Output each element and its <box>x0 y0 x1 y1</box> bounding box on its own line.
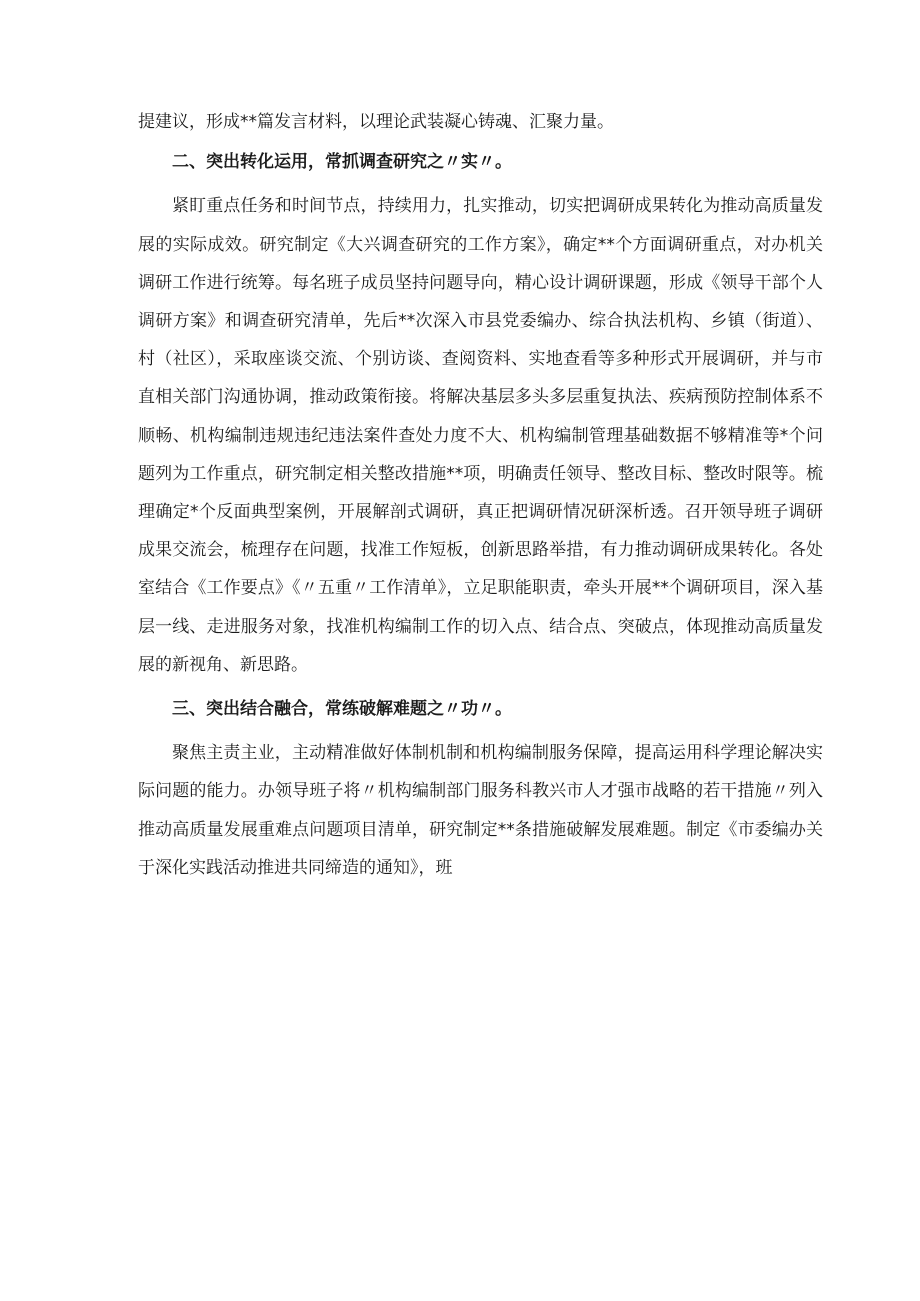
paragraph-integration: 聚焦主责主业，主动精准做好体制机制和机构编制服务保障，提高运用科学理论解决实际问题的能力。办领导班子将〃机构编制部门服务科教兴市人才强市战略的若干措施〃列入推动高质量发展重难点问题项目清单，研究制定**条措施破解发展难题。制定《市委编办关于深化实践活动推进共同缔造的通知》，班 <box>138 743 823 878</box>
document-body <box>138 103 823 887</box>
section-heading-three: 三、突出结合融合，常练破解难题之〃功〃。 <box>172 699 512 720</box>
section-heading-two: 二、突出转化运用，常抓调查研究之〃实〃。 <box>172 152 512 173</box>
paragraph-research: 紧盯重点任务和时间节点，持续用力，扎实推动，切实把调研成果转化为推动高质量发展的实际成效。研究制定《大兴调查研究的工作方案》，确定**个方面调研重点，对办机关调研工作进行统筹。每名班子成员坚持问题导向，精心设计调研课题，形成《领导干部个人调研方案》和调查研究清单，先后**次深入市县党委编办、综合执法机构、乡镇（街道）、村（社区），采取座谈交流、个别访谈、查阅资料、实地查看等多种形式开展调研，并与市直相关部门沟通协调，推动政策衔接。将解决基层多头多层重复执法、疾病预防控制体系不顺畅、机构编制违规违纪违法案件查处力度不大、机构编制管理基础数据不够精准等*个问题列为工作重点，研究制定相关整改措施**项，明确责任领导、整改目标、整改时限等。梳理确定*个反面典型案例，开展解剖式调研，真正把调研情况研深析透。召开领导班子调研成果交流会，梳理存在问题，找准工作短板，创新思路举措，有力推动调研成果转化。各处室结合《工作要点》《〃五重〃工作清单》，立足职能职责，牵头开展**个调研项目，深入基层一线、走进服务对象，找准机构编制工作的切入点、结合点、突破点，体现推动高质量发展的新视角、新思路。 <box>138 196 823 675</box>
paragraph-continuation: 提建议，形成**篇发言材料，以理论武装凝心铸魂、汇聚力量。 <box>138 112 614 132</box>
